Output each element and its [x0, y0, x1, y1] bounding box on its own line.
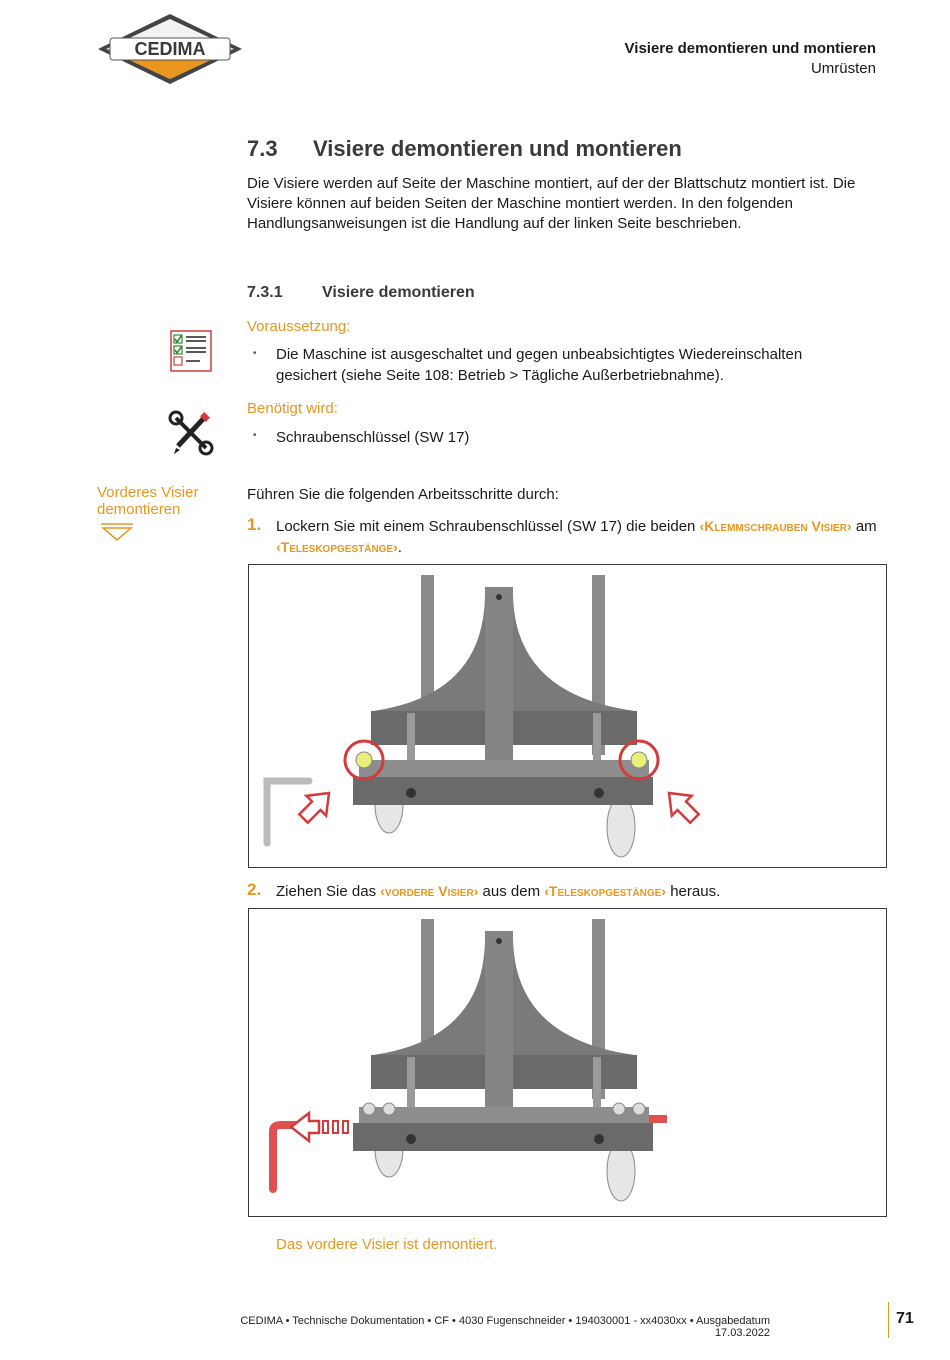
footer-divider — [888, 1302, 889, 1338]
step-number: 1. — [247, 515, 262, 534]
step-number: 2. — [247, 880, 262, 899]
subsection-number: 7.3.1 — [247, 284, 283, 301]
arrow-left-icon — [291, 1113, 348, 1141]
result-text: Das vordere Visier ist demontiert. — [276, 1236, 498, 1253]
figure-loosen-screws — [248, 564, 887, 868]
arrow-icon — [294, 783, 339, 828]
keyword: ‹Teleskopgestänge› — [544, 883, 667, 899]
prerequisite-label: Voraussetzung: — [247, 318, 351, 335]
section-number: 7.3 — [247, 136, 278, 161]
steps-intro: Führen Sie die folgenden Arbeitsschritte durch: — [247, 486, 559, 503]
required-label: Benötigt wird: — [247, 400, 338, 417]
keyword: ‹Teleskopgestänge› — [276, 539, 398, 555]
step-text: Ziehen Sie das ‹vordere Visier› aus dem ‹Teleskopgestänge› heraus. — [276, 883, 721, 900]
cedima-logo — [96, 12, 244, 86]
section-intro: Die Visiere werden auf Seite der Maschine montiert, auf der der Blattschutz montiert ist. Die Visiere können auf beiden Seiten der Maschine montiert werden. In den folgenden Handlungsanweisungen ist die Handlung auf der linken Seite beschrieben. — [247, 175, 856, 232]
required-item: Schraubenschlüssel (SW 17) — [276, 429, 470, 446]
bullet: • — [253, 430, 257, 441]
bullet: • — [253, 348, 257, 359]
checklist-icon — [170, 330, 212, 377]
arrow-icon — [659, 783, 704, 828]
section-title: Visiere demontieren und montieren — [313, 136, 682, 161]
triangle-down-icon — [100, 522, 134, 547]
footer-text: CEDIMA • Technische Dokumentation • CF • 4030 Fugenschneider • 194030001 - xx4030xx • Ausgabedatum 17.03.2022 — [240, 1315, 770, 1339]
side-label: Vorderes Visier demontieren — [97, 484, 199, 518]
prerequisite-item: Die Maschine ist ausgeschaltet und gegen unbeabsichtigtes Wiedereinschalten gesichert (siehe Seite 108: Betrieb > Tägliche Außerbetriebnahme). — [276, 346, 803, 384]
brand-text: CEDIMA — [134, 39, 206, 59]
step-text: Lockern Sie mit einem Schraubenschlüssel (SW 17) die beiden ‹Klemmschrauben Visier› am ‹Teleskopgestänge›. — [276, 518, 877, 556]
subsection-title: Visiere demontieren — [322, 284, 475, 301]
header-subtitle: Umrüsten — [810, 60, 876, 77]
keyword: ‹vordere Visier› — [380, 883, 479, 899]
page-number: 71 — [896, 1310, 914, 1327]
tools-icon — [168, 410, 214, 461]
figure-pull-visor — [248, 908, 887, 1217]
header-title: Visiere demontieren und montieren — [624, 40, 876, 57]
keyword: ‹Klemmschrauben Visier› — [699, 518, 852, 534]
